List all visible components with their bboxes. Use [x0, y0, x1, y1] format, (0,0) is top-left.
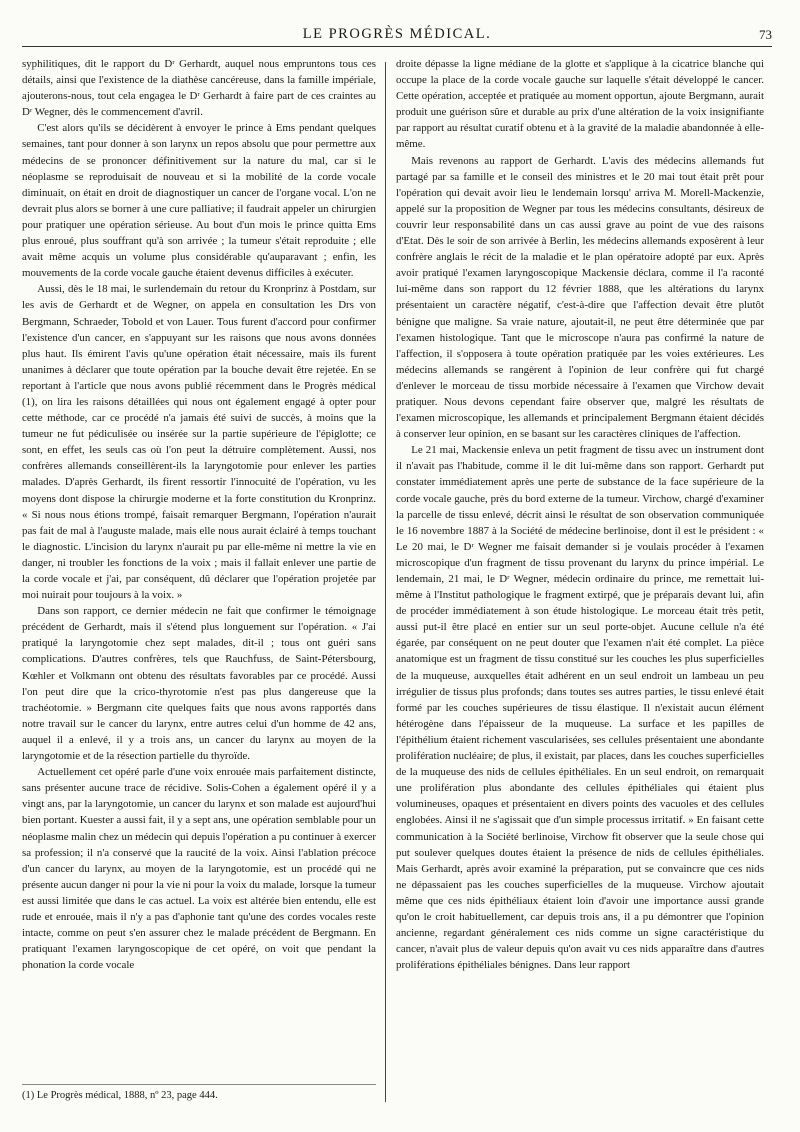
- paragraph: Mais revenons au rapport de Gerhardt. L'avis des médecins allemands fut partagé par sa famille et le conseil des ministres et le 20 mai tout était prêt pour l'opération qui devait avoir lieu le lendemain lorsqu' arriva M. Morell-Mackenzie, appelé sur la proposition de Wegner par tous les médecins consultants, désireux de couvrir leur responsabilité dans un cas aussi grave au point de vue des raisons d'Etat. Dès le soir de son arrivée à Berlin, les médecins allemands exposèrent à leur confrère anglais le récit de la maladie et le plan opératoire adopté par eux. Après avoir pratiqué l'examen laryngoscopique Mackensie déclara, comme il l'a raconté lui-même dans son rapport du 12 février 1888, que les altérations du larynx présentaient un caractère négatif, c'est-à-dire que l'affection devait être plutôt bénigne que maligne. Sa vraie nature, ajoutait-il, ne peut être déterminée que par l'examen histologique. Tant que le microscope n'aura pas confirmé la nature de l'affection, il s'opposera à toute opération pratiquée par les voies extérieures. Les médecins allemands se rangèrent à l'opinion de leur confrère qui fut chargé d'enlever le morceau de tissu morbide nécessaire à l'examen que Virchow devait pratiquer. Nous devons cependant faire observer que, malgré les résultats de l'examen microscopique, les allemands et principalement Bergmann étaient décidés à conserver leur opinion, en se basant sur les caractères cliniques de l'affection.: [396, 154, 764, 441]
- footnote-text: (1) Le Progrès médical, 1888, nº 23, page 444.: [22, 1090, 218, 1101]
- column-divider: [385, 62, 386, 1102]
- footnote: [22, 1084, 376, 1101]
- paragraph: Aussi, dès le 18 mai, le surlendemain du retour du Kronprinz à Postdam, sur les avis de Gerhardt et de Wegner, on appela en consultation les Drs von Bergmann, Schraeder, Tobold et von Lauer. Tous furent d'accord pour confirmer l'existence d'un cancer, en s'appuyant sur les raisons que nous avons données plus haut. Ils émirent l'avis qu'une opération était nécessaire, mais ils furent unanimes à déclarer que toute opération par la bouche devait être rejetée. En se reportant à l'article que nous avons publié récemment dans le Progrès médical (1), on lira les raisons détaillées qui nous ont également engagé à opter pour cette méthode, car ce procédé n'a jamais été suivi de succès, à moins que la tumeur ne fut pédiculisée ou insérée sur la partie supérieure de l'épiglotte; ce sont, en effet, les seuls cas où l'on peut la détruire complètement. Aussi, nos confrères allemands conseillèrent-ils la laryngotomie pour enlever les parties malades. D'après Gerhardt, ils firent ressortir l'innocuité de l'opération, vu les moyens dont dispose la chirurgie moderne et la forte constitution du Kronprinz. « Si nous nous étions trompé, faisait remarquer Bergmann, l'opération n'aurait pas fait de mal à l'auguste malade, mais elle nous aurait éclairé à temps touchant le diagnostic. L'incision du larynx n'aurait pu par elle-même ni mettre la vie en danger, ni troubler les fonctions de la voix ; mais il fallait enlever une partie de la corde vocale et j'ai, par conséquent, dû déclarer que l'opération projetée par moi nuirait pour toujours à la voix. »: [22, 283, 376, 602]
- paragraph: droite dépasse la ligne médiane de la glotte et s'applique à la cicatrice blanche qui occupe la place de la corde vocale gauche sur laquelle s'était développé le cancer. Cette opération, acceptée et pratiquée au moment opportun, ajoute Bergmann, aurait produit une guérison sûre et durable au prix d'une altération de la voix insignifiante par rapport au résultat curatif obtenu et à la gravité de la maladie abandonnée à elle-même.: [396, 58, 764, 151]
- paragraph: syphilitiques, dit le rapport du Dʳ Gerhardt, auquel nous empruntons tous ces détails, ainsi que l'existence de la diathèse cancéreuse, dans la famille impériale, ajouterons-nous, tout cela engagea le Dʳ Gerhardt à faire part de ces craintes au Dʳ Wegner, dès le commencement d'avril.: [22, 58, 376, 119]
- right-column: [396, 56, 764, 1106]
- running-title: LE PROGRÈS MÉDICAL.: [302, 26, 492, 42]
- page-header: [22, 26, 772, 47]
- paragraph: Le 21 mai, Mackensie enleva un petit fragment de tissu avec un instrument dont il n'avait pas l'habitude, comme il le dit lui-même dans son rapport. Gerhardt put constater immédiatement après une perte de substance de la face supérieure de la corde vocale gauche, près du bord externe de la tumeur. Virchow, chargé d'examiner la parcelle de tissu enlevé, décrit ainsi le résultat de son observation communiquée le 16 novembre 1887 à la Société de médecine berlinoise, dont il est le président : « Le 20 mai, le Dʳ Wegner me faisait demander si je voulais procéder à l'examen microscopique d'un fragment de tissu provenant du larynx du prince impérial. Le lendemain, 21 mai, le Dʳ Wegner, médecin ordinaire du prince, me remettait lui-même à l'Institut pathologique le fragment extirpé, que je préparais devant lui, afin de procéder immédiatement à son étude histologique. Le morceau était très petit, aussi put-il être placé en entier sur un seul porte-objet. Aucune cellule n'a été égarée, par conséquent on ne peut douter que l'examen n'ait été complet. La pièce anatomique est un fragment de tissu constitué sur les couches les plus superficielles de la muqueuse, auxquelles était adhérent en un seul endroit un lambeau un peu irrégulier de tissus plus profonds; dans toutes ses autres parties, le tissu enlevé était formé par les couches supérieures de tissu élastique. Il n'existait aucun élément hétérogène dans l'épaisseur de la muqueuse. La surface et les papilles de l'épithélium étaient richement vascularisées, ses cellules présentaient une abondante prolifération nucléaire; de plus, il existait, par places, dans les couches superficielles de la muqueuse des nids de cellules épithéliales. En un seul endroit, on remarquait une prolifération plus abondante des cellules épithéliales qui étaient plus volumineuses, opaques et présentaient en divers points des vacuoles et des cellules englobées. Ainsi il ne s'agissait que d'un simple processus irritatif. » En faisant cette communication à la Société berlinoise, Virchow fit observer que la seule chose qui put soulever quelques doutes étaient la présence de nids de cellules épithéliales. Mais Gerhardt, après avoir examiné la préparation, put se convaincre que ces nids ne dépassaient pas les couches superficielles de la muqueuse. Virchow ajoutait même que ces nids épithéliaux étaient loin d'avoir une importance aussi grande qu'on le croit habituellement, car depuis trois ans, il a pu démontrer que l'opinion ancienne, regardant généralement ces nids comme un signe caractéristique du cancer, n'avait plus de valeur depuis qu'on avait vu ces nids apparaître dans d'autres proliférations épithéliales bénignes. Dans leur rapport: [396, 444, 764, 972]
- paragraph: C'est alors qu'ils se décidèrent à envoyer le prince à Ems pendant quelques semaines, tant pour donner à son larynx un repos absolu que pour permettre aux médecins de se prononcer définitivement sur la nature du mal, car si le néoplasme se reproduisait de nouveau et si la mobilité de la corde vocale diminuait, on était en droit de diagnostiquer un cancer de l'organe vocal. L'on ne devrait plus alors se borner à une cure palliative; il faudrait appeler un chirurgien pour pratiquer une opération sérieuse. Au bout d'un mois le prince quitta Ems plus enroué, plus souffrant qu'à son arrivée ; la tumeur s'était reproduite ; elle avait même acquis un volume plus considérable qu'auparavant ; enfin, les mouvements de la corde vocale gauche étaient devenus difficiles à exécuter.: [22, 122, 376, 280]
- page-number: 73: [759, 27, 772, 42]
- left-column: [22, 56, 376, 1106]
- paragraph: Dans son rapport, ce dernier médecin ne fait que confirmer le témoignage précédent de Gerhardt, mais il s'étend plus longuement sur l'opération. « J'ai pratiqué la laryngotomie chez sept malades, dit-il ; tous ont guéri sans complications. D'autres confrères, tels que Rauchfuss, de Saint-Pétersbourg, Kœhler et Volkmann ont obtenu des résultats favorables par ce procédé. Aussi l'on peut dire que la crico-thyrotomie n'est pas plus dangereuse que la trachéotomie. » Bergmann cite quelques faits que nous avons rapportés dans notre travail sur le cancer du larynx, entre autres celui d'un homme de 42 ans, auquel il a enlevé, il y a trois ans, un cancer du larynx au moyen de la laryngotomie et de la résection partielle du thyroïde.: [22, 605, 376, 763]
- paragraph: Actuellement cet opéré parle d'une voix enrouée mais parfaitement distincte, sans présenter aucune trace de récidive. Solis-Cohen a également opéré il y a vingt ans, par la laryngotomie, un cancer du larynx et son malade est aujourd'hui bien portant. Kuester a aussi fait, il y a sept ans, une opération semblable pour un néoplasme malin chez un médecin qui depuis l'opération a pu continuer à exercer sa profession; il n'a conservé que la raucité de la voix. Ainsi l'ablation précoce d'un cancer du larynx, au moyen de la laryngotomie, est un procédé qui ne présente aucun danger ni pour la vie ni pour la voix du malade, lorsque la tumeur est aussi limitée que dans le cas actuel. La voix est altérée bien entendu, elle est rude et enrouée, mais il n'y a pas d'aphonie tant qu'une des cordes vocales reste intacte, comme on peut s'en assurer chez le malade précédent de Bergmann. En pratiquant l'examen laryngoscopique de cet opéré, on voit que pendant la phonation la corde vocale: [22, 766, 376, 972]
